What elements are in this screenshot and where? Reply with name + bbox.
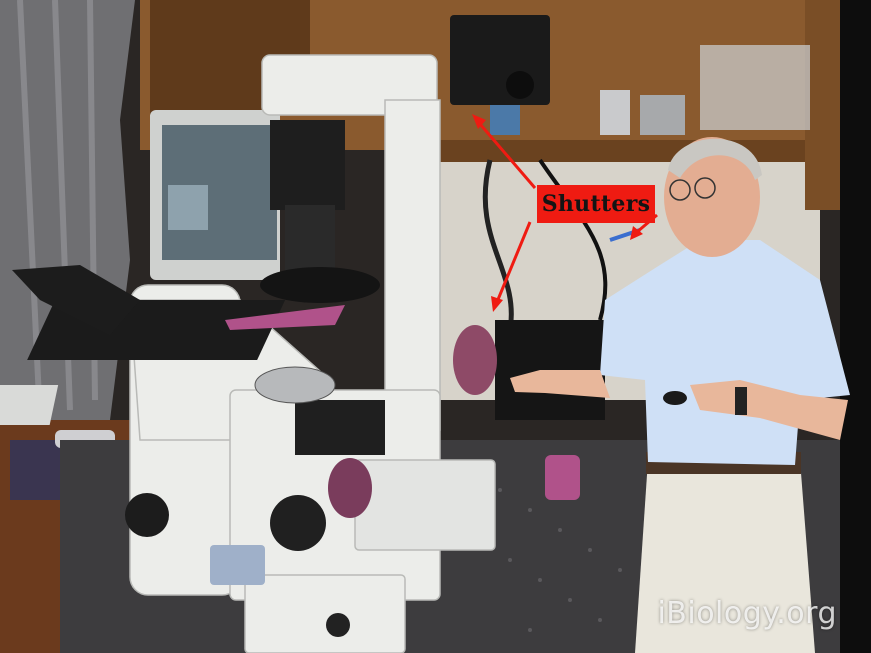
shutters-label: Shutters [537,185,655,223]
ibiology-watermark: iBiology.org [657,596,837,631]
